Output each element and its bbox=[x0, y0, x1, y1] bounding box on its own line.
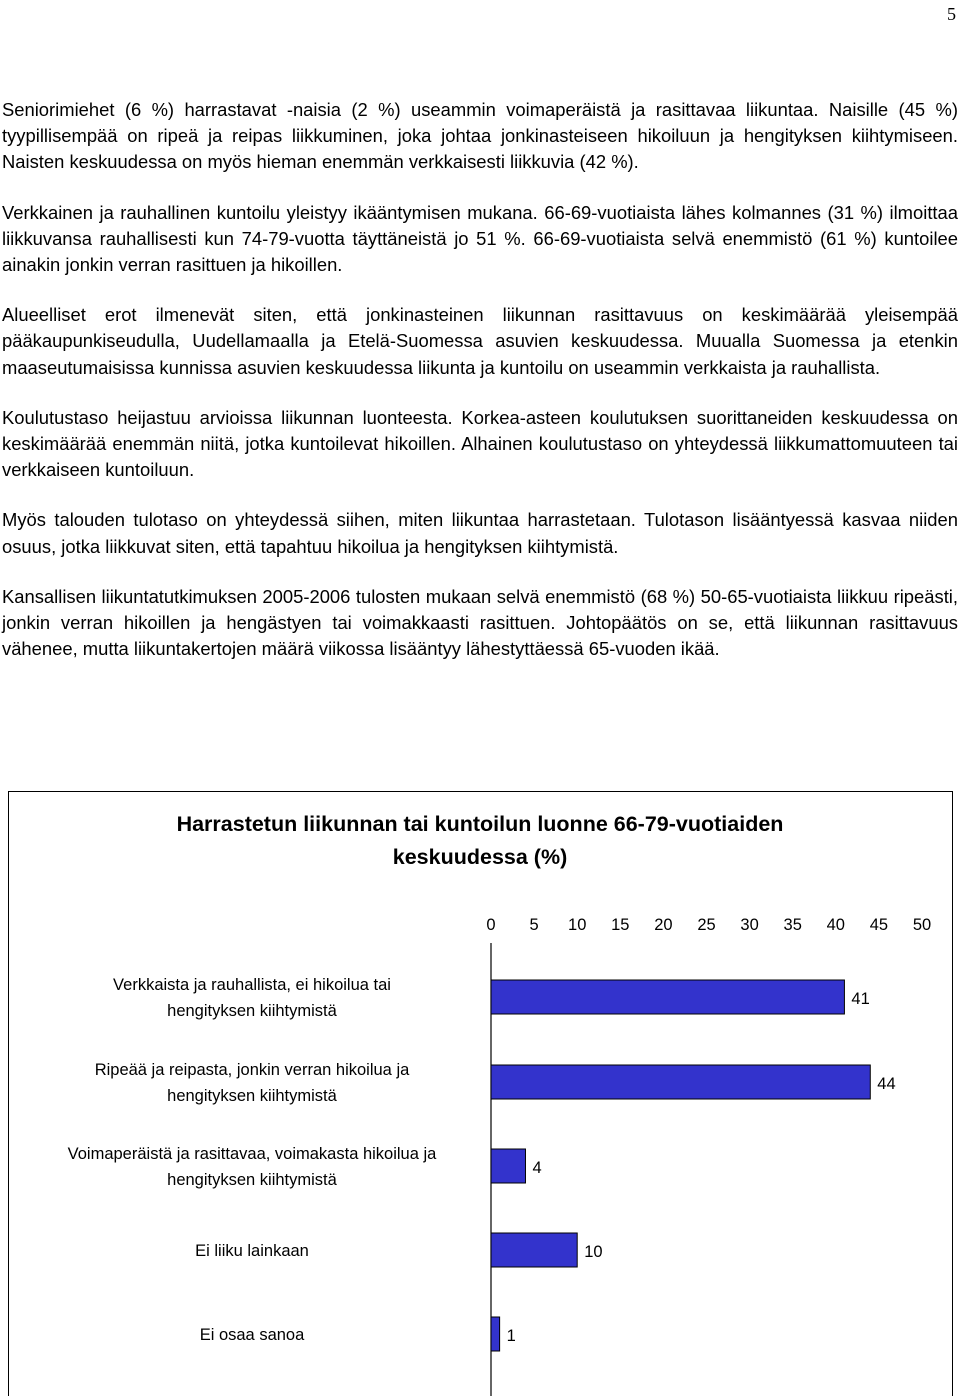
x-tick-label: 20 bbox=[654, 916, 673, 934]
chart-title-line: Harrastetun liikunnan tai kuntoilun luonne 66-79-vuotiaiden bbox=[176, 812, 784, 836]
x-tick-label: 35 bbox=[783, 916, 802, 934]
bar bbox=[491, 1233, 577, 1267]
category-label: hengityksen kiihtymistä bbox=[167, 1171, 337, 1189]
x-tick-label: 15 bbox=[611, 916, 630, 934]
x-tick-label: 40 bbox=[826, 916, 845, 934]
paragraph: Seniorimiehet (6 %) harrastavat -naisia (2 %) useammin voimaperäistä ja rasittavaa liikuntaa. Naisille (45 %) tyypillisempää on ripeä ja reipas liikkuminen, joka johtaa jonkinasteiseen hikoiluun ja hengityksen kiihtymiseen. Naisten keskuudessa on myös hieman enemmän verkkaisesti liikkuvia (42 %). bbox=[2, 99, 958, 173]
paragraph: Koulutustaso heijastuu arvioissa liikunnan luonteesta. Korkea-asteen koulutuksen suorittaneiden keskuudessa on keskimäärää enemmän niitä, jotka kuntoilevat hikoillen. Alhainen koulutustaso on yhteydessä liikkumattomuuteen tai verkkaiseen kuntoiluun. bbox=[2, 406, 958, 481]
x-tick-label: 0 bbox=[486, 916, 496, 934]
x-tick-label: 50 bbox=[912, 916, 932, 934]
bar bbox=[491, 1149, 525, 1183]
paragraph: Verkkainen ja rauhallinen kuntoilu yleistyy ikääntymisen mukana. 66-69-vuotiaista lähes kolmannes (31 %) ilmoittaa liikkuvansa rauhallisesti kun 74-79-vuotta täyttäneistä jo 51 %. 66-69-vuotiaista selvä enemmistö (61 %) kuntoilee ainakin jonkin verran rasittuen ja hikoillen. bbox=[2, 201, 958, 276]
category-label: Ei liiku lainkaan bbox=[195, 1242, 309, 1260]
bar bbox=[491, 1317, 500, 1351]
x-tick-label: 10 bbox=[568, 916, 587, 934]
category-label: hengityksen kiihtymistä bbox=[167, 1002, 337, 1020]
data-label: 4 bbox=[532, 1159, 542, 1177]
page-number: 5 bbox=[947, 4, 956, 24]
paragraph: Alueelliset erot ilmenevät siten, että jonkinasteinen liikunnan rasittavuus on keskimäärää yleisempää pääkaupunkiseudulla, Uudellamaalla ja Etelä-Suomessa asuvien keskuudessa. Muualla Suomessa ja etenkin maaseutumaisissa kunnissa asuvien keskuudessa liikunta ja kuntoilu on useammin verkkaista ja rauhallista. bbox=[2, 304, 958, 378]
category-label: hengityksen kiihtymistä bbox=[167, 1087, 337, 1105]
category-label: Ei osaa sanoa bbox=[199, 1326, 305, 1344]
category-label: Voimaperäistä ja rasittavaa, voimakasta hikoilua ja bbox=[67, 1145, 437, 1163]
x-tick-label: 45 bbox=[869, 916, 889, 934]
data-label: 44 bbox=[877, 1075, 896, 1093]
data-label: 1 bbox=[506, 1327, 516, 1345]
data-label: 10 bbox=[584, 1243, 603, 1261]
category-label: Verkkaista ja rauhallista, ei hikoilua tai bbox=[113, 976, 391, 994]
paragraph: Kansallisen liikuntatutkimuksen 2005-2006 tulosten mukaan selvä enemmistö (68 %) 50-65-vuotiaista liikkuu ripeästi, jonkin verran hikoillen ja hengästyen tai voimakkaasti rasittuen. Johtopäätös on se, että liikunnan rasittavuus vähenee, mutta liikuntakertojen määrä viikossa lisääntyy lähestyttäessä 65-vuoden ikää. bbox=[2, 585, 958, 660]
category-label: Ripeää ja reipasta, jonkin verran hikoilua ja bbox=[94, 1061, 410, 1079]
chart-title-line: keskuudessa (%) bbox=[392, 845, 568, 869]
x-tick-label: 30 bbox=[740, 916, 759, 934]
paragraph: Myös talouden tulotaso on yhteydessä siihen, miten liikuntaa harrastetaan. Tulotason lisääntyessä kasvaa niiden osuus, jotka liikkuvat siten, että tapahtuu hikoilua ja hengityksen kiihtymistä. bbox=[2, 509, 958, 557]
x-tick-label: 5 bbox=[529, 916, 539, 934]
bar bbox=[491, 980, 844, 1014]
data-label: 41 bbox=[851, 990, 870, 1008]
bar bbox=[491, 1065, 870, 1099]
x-tick-label: 25 bbox=[697, 916, 716, 934]
